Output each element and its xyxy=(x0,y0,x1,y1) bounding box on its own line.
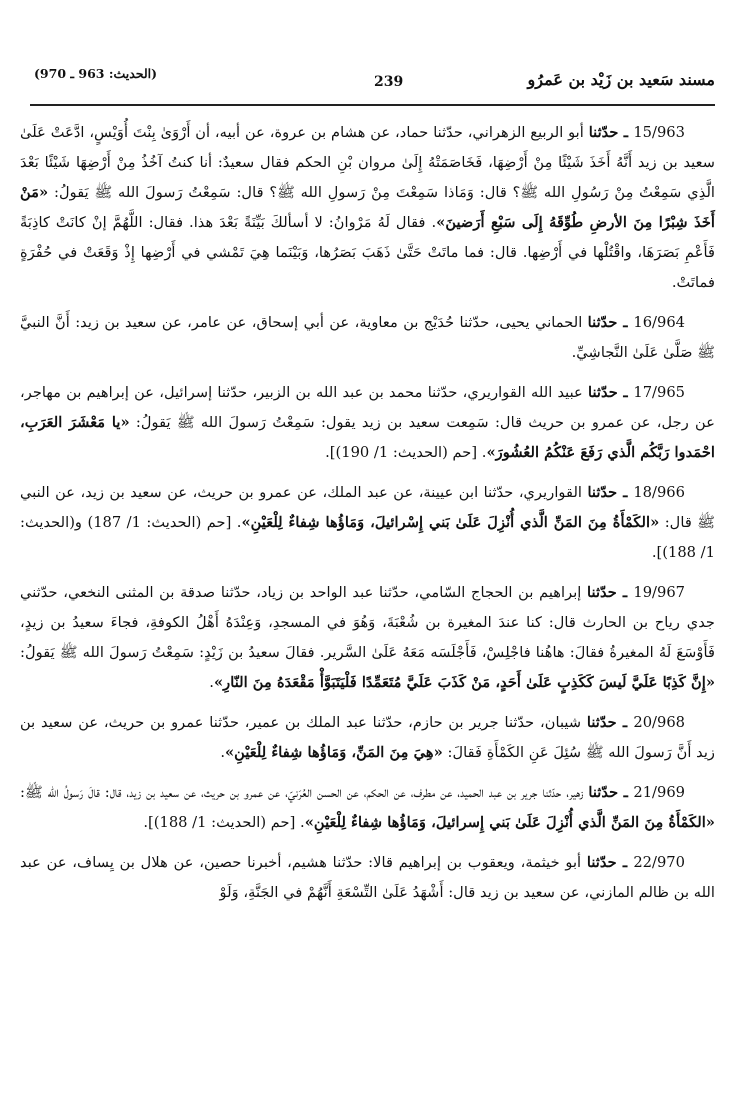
hadith-head: حدّثنا xyxy=(586,854,617,871)
hadith-paragraph: 16/964 ـ حدّثنا الحماني يحيى، حدّثنا حُدَيْج بن معاوية، عن أبي إسحاق، عن عامر، عن سعيد بن زيد: أَنَّ النبيَّ ﷺ صَلَّىٰ عَلَىٰ النَّجاشِيِّ. xyxy=(20,314,715,361)
hadith-text: زهير، حدّثنا جرير بن عبد الحميد، عن مطرف، عن الحكم، عن الحسن العُرَنيّ، عن عمرو بن حريث، عن سعيد بن زيد، قال: قالَ رَسولُ الله ﷺ: xyxy=(20,784,584,801)
hadith-after: . xyxy=(220,744,225,761)
hadith-after: . xyxy=(209,674,214,691)
hadith-number: 20/968 xyxy=(633,714,686,731)
hadith-text: الحماني يحيى، حدّثنا حُدَيْج بن معاوية، عن أبي إسحاق، عن عامر، عن سعيد بن زيد: أَنَّ النبيَّ ﷺ صَلَّىٰ عَلَىٰ النَّجاشِيِّ. xyxy=(20,314,715,361)
hadith-paragraph: 20/968 ـ حدّثنا شيبان، حدّثنا جرير بن حازم، حدّثنا عبد الملك بن عمير، حدّثنا عمرو بن حريث، عن سعيد بن زيد أَنَّ رَسولَ الله ﷺ سُئِلَ عَنِ الكَمْأَةِ فَقالَ: «هِيَ مِنَ المَنِّ، وَمَاؤُها شِفاءٌ لِلْعَيْنِ». xyxy=(20,714,715,761)
hadith-list xyxy=(20,118,715,918)
hadith-paragraph: 22/970 ـ حدّثنا أبو خيثمة، ويعقوب بن إبراهيم قالا: حدّثنا هشيم، أخبرنا حصين، عن هلال بن يِساف، عن عبد الله بن ظالم المازني، عن سعيد بن زيد قال: أَشْهَدُ عَلَىٰ التِّسْعَةِ أَنَّهُمْ في الجَنَّةِ، وَلَوْ xyxy=(20,854,715,901)
hadith-after: . [حم (الحديث: 1/ 190)]. xyxy=(325,444,487,461)
hadith-paragraph: 15/963 ـ حدّثنا أبو الربيع الزهراني، حدّثنا حماد، عن هشام بن عروة، عن أبيه، أن أَرْوَىٰ بِنْتَ أُوَيْسٍ، ادَّعَتْ عَلَىٰ سعيد بن زيد أَنَّهُ أَخَذَ شَيْئًا مِنْ أَرْضِهَا، فَخَاصَمَتْهُ إِلَىٰ مروان بْنِ الحكم فقال سعيدٌ: أنا كنتُ آخُذُ مِنْ أَرْضِهَا شَيْئًا بَعْدَ الَّذِي سَمِعْتُ مِنْ رَسُولِ الله ﷺ؟ قال: وَمَاذا سَمِعْتَ مِنْ رَسولِ الله ﷺ؟ قال: سَمِعْتُ رَسولَ الله ﷺ يَقولُ: «مَنْ أَخَذَ شِبْرًا مِنَ الأرضِ طُوِّقَهُ إِلَى سَبْعِ أَرَضينَ». فقال لَهُ مَرْوانُ: لا أسألكَ بَيِّنَةً بَعْدَ هذا. فقال: اللَّهُمَّ إنْ كانَتْ كاذِبَةً فَأَعْمِ بَصَرَهَا، واقْتُلْها في أَرْضِها. قال: فما ماتَتْ حَتَّىٰ ذَهَبَ بَصَرُها، وَبَيْنَما هِيَ تَمْشي في أَرْضِها إِذْ وَقَعَتْ في حُفْرَةٍ فماتَتْ. xyxy=(20,124,716,291)
hadith-quote: «الكَمْأَةُ مِنَ المَنِّ الَّذي أُنْزِلَ عَلَىٰ بَني إِسْرائيلَ، وَمَاؤُها شِفاءٌ لِلْعَيْنِ» xyxy=(241,514,660,531)
hadith-text: إبراهيم بن الحجاج السّامي، حدّثنا عبد الواحد بن زياد، حدّثنا صدقة بن المثنى النخعي، حدّثني جدي رياح بن الحارث قال: كنا عندَ المغيرة بن شُعْبَةَ، وَهُوَ في المسجدِ، وَعِنْدَهُ أَهْلُ الكوفةِ، فجاءَ سعيدُ بن زيدٍ، فَأَوْسَعَ لَهُ المغيرةُ فقالَ: هاهُنا فاجْلِسْ، فَأَجْلَسَه مَعَهُ عَلَىٰ السَّرير. فقالَ سعيدُ بن زَيْدٍ: سَمِعْتُ رَسولَ الله ﷺ يَقولُ: xyxy=(20,584,715,661)
hadith-head: حدّثنا xyxy=(586,714,617,731)
hadith-number: 19/967 xyxy=(633,584,686,601)
hadith-number: 21/969 xyxy=(633,784,686,801)
hadith-quote: «الكَمْأَةُ مِنَ المَنِّ الَّذي أُنْزِلَ عَلَىٰ بَني إِسرائيلَ، وَمَاؤُها شِفاءٌ لِلْعَيْنِ» xyxy=(304,814,715,831)
hadith-number: 18/966 xyxy=(633,484,685,501)
hadith-number: 17/965 xyxy=(633,384,686,401)
hadith-after: . [حم (الحديث: 1/ 187) و(الحديث: 1/ 188)]. xyxy=(20,514,715,561)
hadith-paragraph: 17/965 ـ حدّثنا عبيد الله القواريري، حدّثنا محمد بن عبد الله بن الزبير، حدّثنا إسرائيل، عن إبراهيم بن مهاجر، عن رجل، عن عمرو بن حريث قال: سَمِعت سعيد بن زيد يقول: سَمِعْتُ رَسولَ الله ﷺ يَقولُ: «يا مَعْشَرَ العَرَبِ، احْمَدوا رَبَّكُم الَّذي رَفَعَ عَنْكُمُ العُشُورَ». [حم (الحديث: 1/ 190)]. xyxy=(20,384,715,461)
hadith-paragraph: 21/969 ـ حدّثنا زهير، حدّثنا جرير بن عبد الحميد، عن مطرف، عن الحكم، عن الحسن العُرَنيّ، عن عمرو بن حريث، عن سعيد بن زيد، قال: قالَ رَسولُ الله ﷺ: «الكَمْأَةُ مِنَ المَنِّ الَّذي أُنْزِلَ عَلَىٰ بَني إِسرائيلَ، وَمَاؤُها شِفاءٌ لِلْعَيْنِ». [حم (الحديث: 1/ 188)]. xyxy=(20,784,715,831)
hadith-head: حدّثنا xyxy=(588,784,619,801)
hadith-text: القواريري، حدّثنا ابن عيينة، عن عبد الملك، عن عمرو بن حريث، عن سعيد بن زيد، عن النبي ﷺ قال: xyxy=(20,484,716,531)
hadith-quote: «هِيَ مِنَ المَنِّ، وَمَاؤُها شِفاءٌ لِلْعَيْنِ» xyxy=(225,744,443,761)
hadith-number: 15/963 xyxy=(633,124,685,141)
hadith-head: حدّثنا xyxy=(588,124,619,141)
hadith-head: حدّثنا xyxy=(587,584,617,601)
page-header xyxy=(34,64,715,104)
page-number: 239 xyxy=(374,74,404,90)
hadith-number: 16/964 xyxy=(633,314,686,331)
hadith-text: شيبان، حدّثنا جرير بن حازم، حدّثنا عبد الملك بن عمير، حدّثنا عمرو بن حريث، عن سعيد بن زيد أَنَّ رَسولَ الله ﷺ سُئِلَ عَنِ الكَمْأَةِ فَقالَ: xyxy=(20,714,715,761)
hadith-head: حدّثنا xyxy=(587,314,618,331)
hadith-after: . [حم (الحديث: 1/ 188)]. xyxy=(143,814,305,831)
hadith-text: عبيد الله القواريري، حدّثنا محمد بن عبد الله بن الزبير، حدّثنا إسرائيل، عن إبراهيم بن مهاجر، عن رجل، عن عمرو بن حريث قال: سَمِعت سعيد بن زيد يقول: سَمِعْتُ رَسولَ الله ﷺ يَقولُ: xyxy=(20,384,715,431)
hadith-paragraph: 19/967 ـ حدّثنا إبراهيم بن الحجاج السّامي، حدّثنا عبد الواحد بن زياد، حدّثنا صدقة بن المثنى النخعي، حدّثني جدي رياح بن الحارث قال: كنا عندَ المغيرة بن شُعْبَةَ، وَهُوَ في المسجدِ، وَعِنْدَهُ أَهْلُ الكوفةِ، فجاءَ سعيدُ بن زيدٍ، فَأَوْسَعَ لَهُ المغيرةُ فقالَ: هاهُنا فاجْلِسْ، فَأَجْلَسَه مَعَهُ عَلَىٰ السَّرير. فقالَ سعيدُ بن زَيْدٍ: سَمِعْتُ رَسولَ الله ﷺ يَقولُ: «إِنَّ كَذِبًا عَلَيَّ لَيسَ كَكَذِبٍ عَلَىٰ أَحَدٍ، مَنْ كَذَبَ عَلَيَّ مُتَعَمِّدًا فَلْيَتَبَوَّأْ مَقْعَدَهُ مِنَ النّارِ». xyxy=(20,584,715,691)
hadith-range: (الحديث: 963 ـ 970) xyxy=(34,66,158,81)
book-title: مسند سَعيد بن زَيْد بن عَمرُو xyxy=(527,70,715,89)
hadith-head: حدّثنا xyxy=(588,384,618,401)
hadith-quote: «يا مَعْشَرَ العَرَبِ، احْمَدوا رَبَّكُم الَّذي رَفَعَ عَنْكُمُ العُشُورَ» xyxy=(20,414,715,461)
hadith-number: 22/970 xyxy=(633,854,685,871)
hadith-head: حدّثنا xyxy=(587,484,618,501)
header-rule xyxy=(30,104,715,106)
hadith-after: . فقال لَهُ مَرْوانُ: لا أسألكَ بَيِّنَةً بَعْدَ هذا. فقال: اللَّهُمَّ إنْ كانَتْ كاذِبَةً فَأَعْمِ بَصَرَهَا، واقْتُلْها في أَرْضِها. قال: فما ماتَتْ حَتَّىٰ ذَهَبَ بَصَرُها، وَبَيْنَما هِيَ تَمْشي في أَرْضِها إِذْ وَقَعَتْ في حُفْرَةٍ فماتَتْ. xyxy=(20,214,715,291)
hadith-text: أبو الربيع الزهراني، حدّثنا حماد، عن هشام بن عروة، عن أبيه، أن أَرْوَىٰ بِنْتَ أُوَيْسٍ، ادَّعَتْ عَلَىٰ سعيد بن زيد أَنَّهُ أَخَذَ شَيْئًا مِنْ أَرْضِهَا، فَخَاصَمَتْهُ إِلَىٰ مروان بْنِ الحكم فقال سعيدٌ: أنا كنتُ آخُذُ مِنْ أَرْضِهَا شَيْئًا بَعْدَ الَّذِي سَمِعْتُ مِنْ رَسُولِ الله ﷺ؟ قال: وَمَاذا سَمِعْتَ مِنْ رَسولِ الله ﷺ؟ قال: سَمِعْتُ رَسولَ الله ﷺ يَقولُ: xyxy=(20,124,716,201)
hadith-quote: «مَنْ أَخَذَ شِبْرًا مِنَ الأرضِ طُوِّقَهُ إِلَى سَبْعِ أَرَضينَ» xyxy=(20,184,715,231)
hadith-quote: «إِنَّ كَذِبًا عَلَيَّ لَيسَ كَكَذِبٍ عَلَىٰ أَحَدٍ، مَنْ كَذَبَ عَلَيَّ مُتَعَمِّدًا فَلْيَتَبَوَّأْ مَقْعَدَهُ مِنَ النّارِ» xyxy=(213,674,715,691)
hadith-text: أبو خيثمة، ويعقوب بن إبراهيم قالا: حدّثنا هشيم، أخبرنا حصين، عن هلال بن يِساف، عن عبد الله بن ظالم المازني، عن سعيد بن زيد قال: أَشْهَدُ عَلَىٰ التِّسْعَةِ أَنَّهُمْ في الجَنَّةِ، وَلَوْ xyxy=(20,854,715,901)
hadith-paragraph: 18/966 ـ حدّثنا القواريري، حدّثنا ابن عيينة، عن عبد الملك، عن عمرو بن حريث، عن سعيد بن زيد، عن النبي ﷺ قال: «الكَمْأَةُ مِنَ المَنِّ الَّذي أُنْزِلَ عَلَىٰ بَني إِسْرائيلَ، وَمَاؤُها شِفاءٌ لِلْعَيْنِ». [حم (الحديث: 1/ 187) و(الحديث: 1/ 188)]. xyxy=(20,484,716,561)
